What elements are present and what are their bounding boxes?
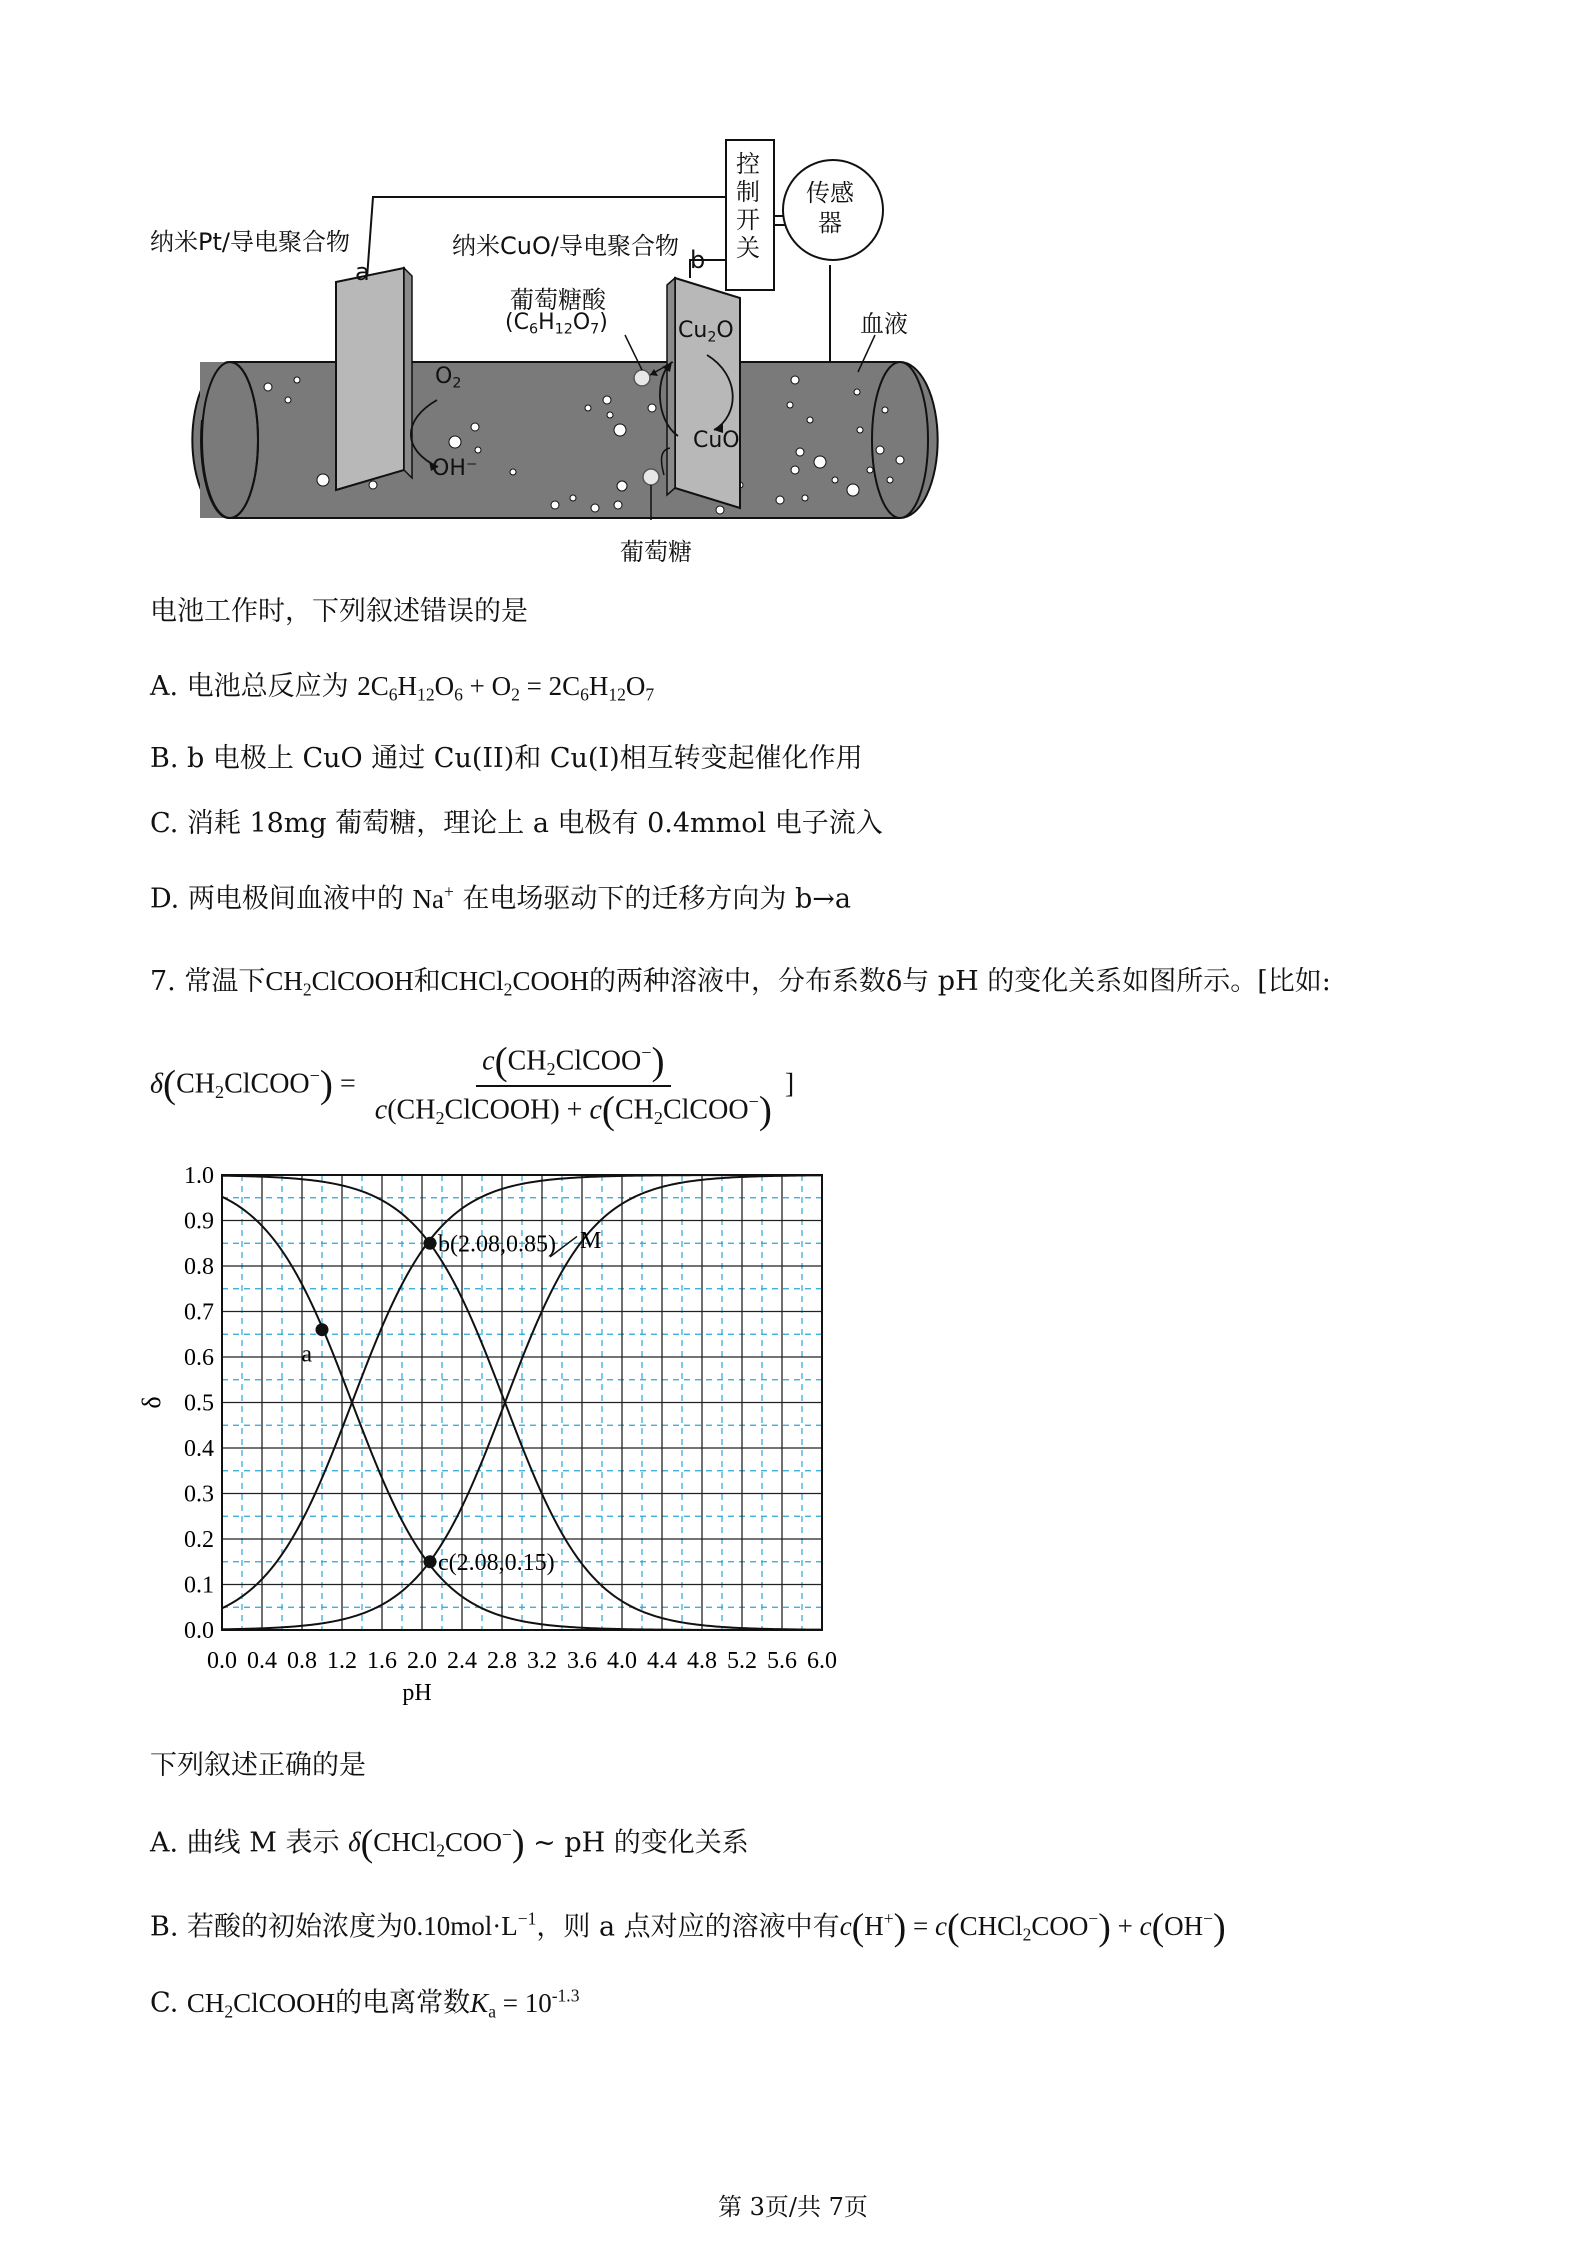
y-tick-label: 0.7 [184,1299,214,1326]
x-tick-label: 1.6 [367,1648,397,1674]
q7-option-c: C. CH2ClCOOH的电离常数$Ka = 10^{-1.3}$ [150,1985,580,2021]
label-electrode-b: b [690,246,706,274]
label-switch: 控 制 开 关 [736,150,760,262]
point-label-c: c(2.08,0.15) [438,1549,555,1576]
x-tick-label: 2.0 [407,1648,437,1674]
y-tick-label: 0.8 [184,1254,214,1280]
label-gluconic-acid: 葡萄糖酸 [510,286,606,314]
label-cu2o: Cu2O [678,318,734,346]
q6-option-a-formula: 2C6H12O6 + O2 = 2C6H12O7 [357,671,655,705]
x-tick-label: 0.0 [207,1648,237,1674]
y-tick-label: 0.3 [184,1481,214,1508]
label-cuo-material: 纳米CuO/导电聚合物 [452,232,679,260]
y-tick-label: 1.0 [184,1163,214,1189]
x-axis-label: pH [402,1680,432,1706]
x-tick-label: 5.6 [767,1648,797,1674]
q7-option-b: B. 若酸的初始浓度为$0.10mol\cdot L^{-1}$，则 a 点对应的溶液中有c(H+) = c(CHCl2COO−) + c(OH−) [150,1907,1226,1949]
point-label-a: a [301,1341,312,1368]
q6-option-a: A. 电池总反应为 2C6H12O6 + O2 = 2C6H12O7 [150,671,655,705]
x-tick-label: 1.2 [327,1648,357,1674]
blood-vessel [192,362,937,518]
y-tick-label: 0.9 [184,1208,214,1235]
point-c [424,1555,437,1568]
y-tick-label: 0.2 [184,1527,214,1553]
label-blood: 血液 [860,310,908,338]
q6-option-d: D. 两电极间血液中的 Na+ 在电场驱动下的迁移方向为 b→a [150,881,852,915]
label-electrode-a: a [355,258,370,286]
label-pt-material: 纳米Pt/导电聚合物 [150,228,350,256]
label-sensor: 传感 器 [806,179,854,237]
point-label-b: b(2.08,0.85) [438,1231,556,1258]
x-tick-label: 4.0 [607,1648,637,1674]
x-tick-label: 0.4 [247,1648,277,1674]
electrode-a-plate [336,268,404,490]
x-tick-label: 4.8 [687,1648,717,1674]
x-tick-label: 3.2 [527,1648,557,1674]
x-tick-label: 5.2 [727,1648,757,1674]
x-tick-label: 2.8 [487,1648,517,1674]
x-tick-label: 3.6 [567,1648,597,1674]
x-tick-label: 0.8 [287,1648,317,1674]
label-gluconic-formula: (C6H12O7) [505,310,608,338]
q6-option-c: C. 消耗 18mg 葡萄糖，理论上 a 电极有 0.4mmol 电子流入 [150,808,883,839]
electrode-b-plate [675,278,740,508]
label-glucose: 葡萄糖 [620,538,692,566]
label-o2: O2 [435,364,462,392]
x-tick-label: 6.0 [807,1648,837,1674]
x-tick-label: 2.4 [447,1648,477,1674]
y-tick-label: 0.1 [184,1572,214,1599]
x-tick-label: 4.4 [647,1648,677,1674]
y-tick-label: 0.5 [184,1390,214,1417]
y-tick-label: 0.0 [184,1618,214,1644]
y-tick-label: 0.4 [184,1436,214,1462]
page-footer: 第 3页/共 7页 [718,2193,868,2221]
distribution-chart [130,1160,870,1720]
label-oh: OH⁻ [432,456,478,481]
q7-stem: 7. 常温下CH2ClCOOH和CHCl2COOH的两种溶液中，分布系数δ与 pH 的变化关系如图所示。[比如: [150,966,1331,1000]
q7-question-stem: 下列叙述正确的是 [150,1750,366,1781]
q6-option-b: B. b 电极上 CuO 通过 Cu(II)和 Cu(I)相互转变起催化作用 [150,743,863,774]
curve-m-label: M [580,1227,602,1254]
point-a [316,1323,329,1336]
q7-definition: δ(CH2ClCOO−) = $\frac{c(CH2ClCOO^-)}{c(CH2ClCOOH) + c(CH2ClCOO^-)}$ ] [150,1040,795,1133]
y-tick-label: 0.6 [184,1345,214,1371]
q7-option-a: A. 曲线 M 表示 δ(CHCl2COO−) ~ pH 的变化关系 [150,1823,749,1865]
y-axis-label: δ [137,1396,166,1409]
label-cuo: CuO [693,428,740,453]
q6-stem: 电池工作时，下列叙述错误的是 [150,596,528,627]
point-b [424,1237,437,1250]
